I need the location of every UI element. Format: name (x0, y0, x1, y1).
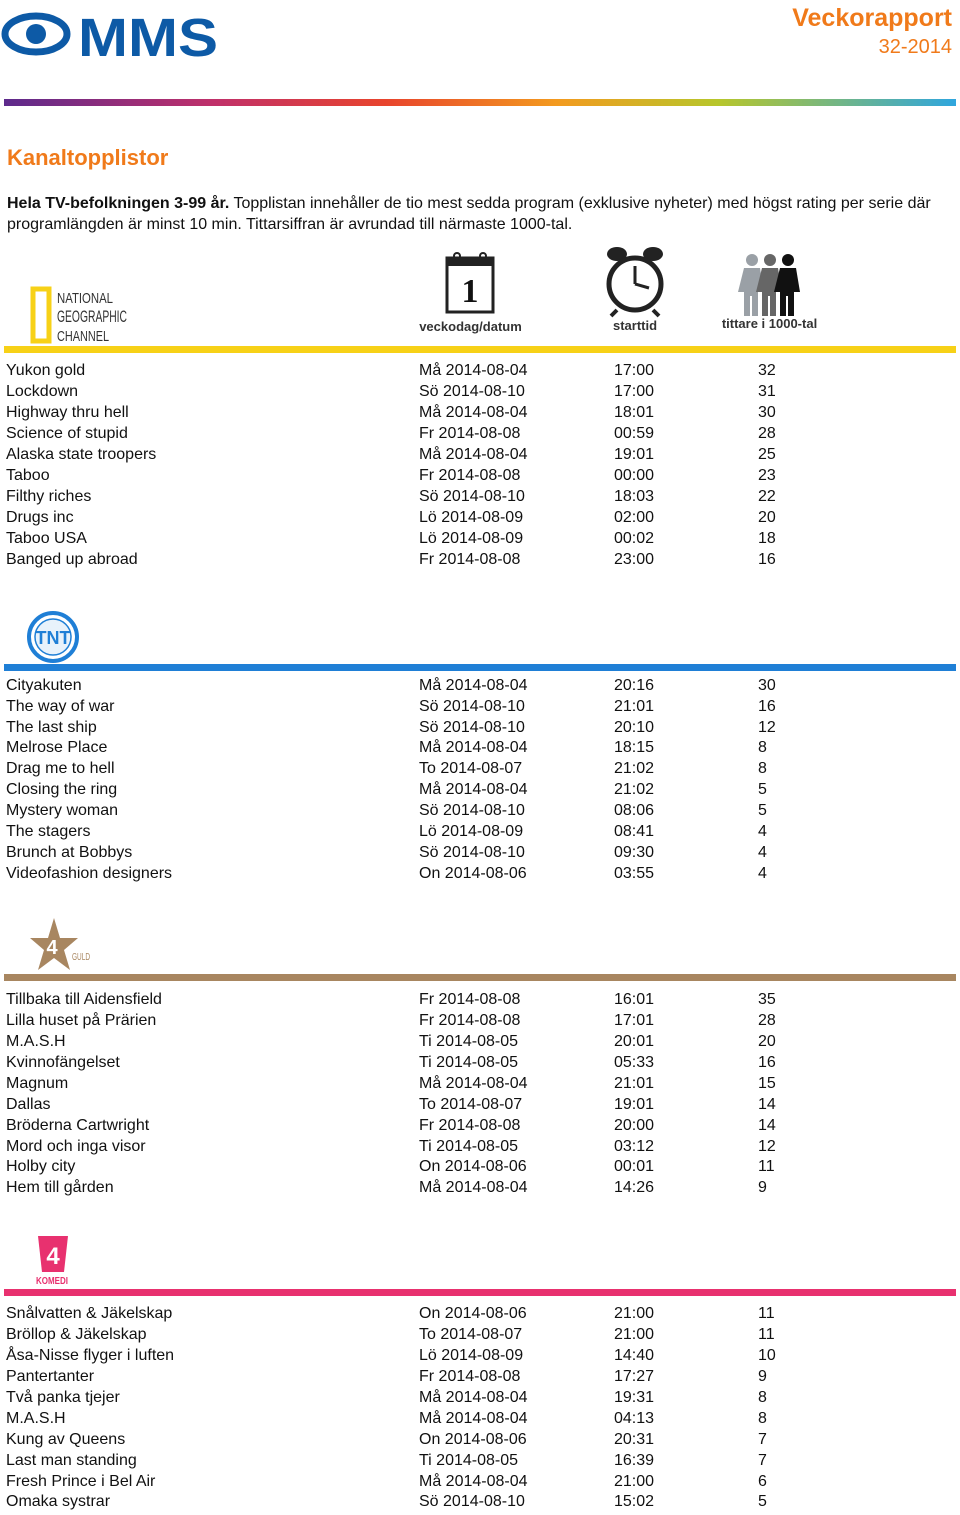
program-viewers: 7 (758, 1431, 767, 1448)
program-date: Må 2014-08-04 (419, 446, 528, 463)
program-date: Må 2014-08-04 (419, 1473, 528, 1490)
intro-text (7, 193, 947, 235)
program-viewers: 14 (758, 1117, 776, 1134)
program-time: 18:01 (614, 404, 655, 421)
program-time: 23:00 (614, 551, 655, 568)
table-row (6, 486, 946, 507)
program-date: Fr 2014-08-08 (419, 1117, 521, 1134)
program-date: Ti 2014-08-05 (419, 1138, 519, 1155)
program-time: 00:01 (614, 1158, 655, 1175)
program-time: 16:39 (614, 1452, 655, 1469)
program-date: Sö 2014-08-10 (419, 1493, 525, 1510)
intro-rest: Topplistan innehåller de tio mest sedda program (exklusive nyheter) med högst rating per serie där programlängden är minst 10 min. Tittarsiffran är avrundad till närmaste 1000-tal. (7, 195, 931, 233)
program-date: To 2014-08-07 (419, 1326, 523, 1343)
program-date: Fr 2014-08-08 (419, 425, 521, 442)
program-name: Last man standing (6, 1452, 137, 1469)
program-date: Må 2014-08-04 (419, 677, 528, 694)
table-row (6, 528, 946, 549)
program-viewers: 4 (758, 823, 767, 840)
program-time: 17:00 (614, 362, 655, 379)
program-date: Sö 2014-08-10 (419, 802, 525, 819)
table-row (6, 444, 946, 465)
table-row (6, 717, 946, 738)
table-row (6, 1450, 946, 1471)
program-date: Må 2014-08-04 (419, 1075, 528, 1092)
program-name: Closing the ring (6, 781, 118, 798)
program-time: 14:40 (614, 1347, 655, 1364)
program-time: 09:30 (614, 844, 655, 861)
report-week: 32-2014 (878, 36, 952, 58)
program-name: Fresh Prince i Bel Air (6, 1473, 156, 1490)
program-time: 17:00 (614, 383, 655, 400)
program-viewers: 9 (758, 1368, 767, 1385)
table-row (6, 381, 946, 402)
program-time: 02:00 (614, 509, 655, 526)
program-viewers: 20 (758, 509, 776, 526)
program-viewers: 14 (758, 1096, 776, 1113)
table-row (6, 1387, 946, 1408)
program-viewers: 6 (758, 1473, 767, 1490)
program-time: 05:33 (614, 1054, 655, 1071)
program-date: Fr 2014-08-08 (419, 1368, 521, 1385)
table-row (6, 1115, 946, 1136)
program-date: Sö 2014-08-10 (419, 844, 525, 861)
program-time: 20:16 (614, 677, 655, 694)
program-date: Lö 2014-08-09 (419, 530, 524, 547)
program-name: Holby city (6, 1158, 76, 1175)
table-row (6, 1177, 946, 1198)
report-title: Veckorapport (792, 4, 952, 32)
program-name: Science of stupid (6, 425, 128, 442)
program-viewers: 28 (758, 1012, 776, 1029)
program-name: Bröderna Cartwright (6, 1117, 150, 1134)
table-row (6, 1094, 946, 1115)
svg-text:KOMEDI: KOMEDI (36, 1276, 69, 1287)
program-date: Sö 2014-08-10 (419, 488, 525, 505)
program-date: Må 2014-08-04 (419, 739, 528, 756)
program-date: Lö 2014-08-09 (419, 1347, 524, 1364)
national-geographic-logo (30, 286, 130, 344)
program-viewers: 5 (758, 781, 767, 798)
date-column-label: veckodag/datum (419, 319, 522, 334)
program-name: Videofashion designers (6, 865, 173, 882)
program-name: Mystery woman (6, 802, 119, 819)
program-name: Pantertanter (6, 1368, 95, 1385)
program-viewers: 8 (758, 739, 767, 756)
program-date: On 2014-08-06 (419, 865, 527, 882)
program-time: 20:00 (614, 1117, 655, 1134)
brand-text: MMS (78, 8, 218, 68)
viewers-column-label: tittare i 1000-tal (721, 316, 818, 331)
guld-channel-logo (30, 916, 90, 976)
program-name: Mord och inga visor (6, 1138, 146, 1155)
program-viewers: 15 (758, 1075, 776, 1092)
table-row (6, 863, 946, 884)
table-row (6, 507, 946, 528)
program-viewers: 30 (758, 404, 776, 421)
table-row (6, 821, 946, 842)
channel-bar-tnt (4, 664, 956, 671)
program-name: Banged up abroad (6, 551, 138, 568)
table-row (6, 1010, 946, 1031)
program-date: Lö 2014-08-09 (419, 509, 524, 526)
program-viewers: 11 (758, 1305, 775, 1322)
intro-bold: Hela TV-befolkningen 3-99 år. (7, 195, 230, 212)
program-name: M.A.S.H (6, 1410, 66, 1427)
program-time: 20:31 (614, 1431, 655, 1448)
program-time: 00:59 (614, 425, 655, 442)
program-date: Sö 2014-08-10 (419, 698, 525, 715)
program-time: 19:01 (614, 1096, 655, 1113)
program-date: Fr 2014-08-08 (419, 467, 521, 484)
program-viewers: 5 (758, 802, 767, 819)
program-viewers: 25 (758, 446, 776, 463)
program-viewers: 10 (758, 1347, 776, 1364)
program-name: Highway thru hell (6, 404, 129, 421)
table-row (6, 696, 946, 717)
program-time: 14:26 (614, 1179, 655, 1196)
rainbow-divider (4, 99, 956, 106)
program-date: Sö 2014-08-10 (419, 719, 525, 736)
program-time: 08:06 (614, 802, 655, 819)
section-title: Kanaltopplistor (7, 145, 169, 170)
program-date: Sö 2014-08-10 (419, 383, 525, 400)
program-name: The way of war (6, 698, 115, 715)
program-viewers: 22 (758, 488, 776, 505)
program-time: 21:01 (614, 698, 655, 715)
table-row (6, 1429, 946, 1450)
svg-text:GULD: GULD (72, 952, 90, 963)
program-viewers: 23 (758, 467, 776, 484)
program-viewers: 12 (758, 719, 776, 736)
program-viewers: 11 (758, 1158, 775, 1175)
program-time: 00:00 (614, 467, 655, 484)
program-time: 17:01 (614, 1012, 655, 1029)
program-time: 21:00 (614, 1326, 655, 1343)
program-time: 00:02 (614, 530, 655, 547)
program-time: 03:55 (614, 865, 655, 882)
program-name: Yukon gold (6, 362, 86, 379)
program-viewers: 18 (758, 530, 776, 547)
program-date: To 2014-08-07 (419, 760, 523, 777)
calendar-icon (443, 250, 499, 316)
program-name: Brunch at Bobbys (6, 844, 133, 861)
table-row (6, 1303, 946, 1324)
svg-text:CHANNEL: CHANNEL (57, 328, 109, 345)
program-viewers: 11 (758, 1326, 775, 1343)
program-name: Lilla huset på Prärien (6, 1012, 157, 1029)
program-viewers: 35 (758, 991, 776, 1008)
program-date: Ti 2014-08-05 (419, 1452, 519, 1469)
program-time: 21:00 (614, 1305, 655, 1322)
channel-bar-natgeo (4, 346, 956, 353)
program-name: Tillbaka till Aidensfield (6, 991, 162, 1008)
program-viewers: 9 (758, 1179, 767, 1196)
table-row (6, 1052, 946, 1073)
program-time: 19:01 (614, 446, 655, 463)
program-viewers: 28 (758, 425, 776, 442)
program-time: 21:01 (614, 1075, 655, 1092)
program-time: 20:01 (614, 1033, 655, 1050)
program-date: Ti 2014-08-05 (419, 1054, 519, 1071)
program-date: Må 2014-08-04 (419, 362, 528, 379)
program-date: Lö 2014-08-09 (419, 823, 524, 840)
table-row (6, 1366, 946, 1387)
table-row (6, 1031, 946, 1052)
time-column-header (595, 244, 675, 333)
date-column-header (408, 250, 533, 334)
program-time: 15:02 (614, 1493, 655, 1510)
table-row (6, 1136, 946, 1157)
table-row (6, 465, 946, 486)
program-time: 21:02 (614, 760, 655, 777)
program-name: Bröllop & Jäkelskap (6, 1326, 147, 1343)
table-row (6, 1408, 946, 1429)
program-name: Lockdown (6, 383, 79, 400)
program-name: Kung av Queens (6, 1431, 126, 1448)
channel-bar-komedi (4, 1289, 956, 1296)
svg-text:GEOGRAPHIC: GEOGRAPHIC (57, 307, 127, 326)
program-date: Må 2014-08-04 (419, 404, 528, 421)
program-time: 08:41 (614, 823, 655, 840)
program-date: Ti 2014-08-05 (419, 1033, 519, 1050)
table-row (6, 549, 946, 570)
program-viewers: 30 (758, 677, 776, 694)
svg-text:4: 4 (46, 937, 58, 959)
program-viewers: 5 (758, 1493, 767, 1510)
table-row (6, 1324, 946, 1345)
svg-text:TNT: TNT (35, 628, 71, 648)
program-viewers: 16 (758, 1054, 776, 1071)
program-name: The stagers (6, 823, 91, 840)
program-time: 20:10 (614, 719, 655, 736)
program-viewers: 16 (758, 551, 776, 568)
program-viewers: 4 (758, 865, 767, 882)
table-row (6, 989, 946, 1010)
table-row (6, 423, 946, 444)
table-row (6, 1156, 946, 1177)
program-date: On 2014-08-06 (419, 1431, 527, 1448)
viewers-column-header (712, 252, 827, 331)
program-time: 19:31 (614, 1389, 655, 1406)
program-date: To 2014-08-07 (419, 1096, 523, 1113)
program-name: Taboo (6, 467, 50, 484)
program-date: Fr 2014-08-08 (419, 991, 521, 1008)
program-viewers: 31 (758, 383, 776, 400)
program-name: The last ship (6, 719, 97, 736)
program-name: Hem till gården (6, 1179, 114, 1196)
komedi-channel-logo (34, 1232, 74, 1288)
table-row (6, 1073, 946, 1094)
program-name: Filthy riches (6, 488, 92, 505)
program-time: 18:03 (614, 488, 655, 505)
table-row (6, 402, 946, 423)
mms-logo (2, 8, 222, 68)
program-name: Drag me to hell (6, 760, 115, 777)
program-viewers: 12 (758, 1138, 776, 1155)
svg-text:4: 4 (46, 1243, 60, 1270)
program-date: Må 2014-08-04 (419, 1179, 528, 1196)
svg-text:NATIONAL: NATIONAL (57, 290, 113, 307)
table-row (6, 800, 946, 821)
table-row (6, 758, 946, 779)
program-viewers: 4 (758, 844, 767, 861)
program-time: 21:02 (614, 781, 655, 798)
program-date: Må 2014-08-04 (419, 1389, 528, 1406)
table-row (6, 1345, 946, 1366)
program-name: Magnum (6, 1075, 69, 1092)
program-date: On 2014-08-06 (419, 1305, 527, 1322)
program-date: Må 2014-08-04 (419, 781, 528, 798)
program-viewers: 20 (758, 1033, 776, 1050)
program-name: Omaka systrar (6, 1493, 111, 1510)
program-name: Två panka tjejer (6, 1389, 120, 1406)
table-row (6, 675, 946, 696)
program-name: Alaska state troopers (6, 446, 157, 463)
table-row (6, 842, 946, 863)
program-time: 21:00 (614, 1473, 655, 1490)
program-time: 17:27 (614, 1368, 655, 1385)
people-icon (730, 252, 810, 316)
program-date: On 2014-08-06 (419, 1158, 527, 1175)
program-date: Må 2014-08-04 (419, 1410, 528, 1427)
program-name: Dallas (6, 1096, 51, 1113)
program-name: Åsa-Nisse flyger i luften (6, 1347, 175, 1364)
table-row (6, 737, 946, 758)
program-viewers: 8 (758, 1410, 767, 1427)
tnt-logo (26, 610, 80, 664)
program-name: Taboo USA (6, 530, 87, 547)
program-name: M.A.S.H (6, 1033, 66, 1050)
program-time: 18:15 (614, 739, 655, 756)
table-row (6, 1491, 946, 1512)
channel-bar-guld (4, 974, 956, 981)
program-time: 16:01 (614, 991, 655, 1008)
program-date: Fr 2014-08-08 (419, 1012, 521, 1029)
program-time: 04:13 (614, 1410, 655, 1427)
program-name: Drugs inc (6, 509, 74, 526)
program-time: 03:12 (614, 1138, 655, 1155)
table-row (6, 360, 946, 381)
table-row (6, 1471, 946, 1492)
program-name: Snålvatten & Jäkelskap (6, 1305, 173, 1322)
time-column-label: starttid (612, 318, 658, 333)
program-viewers: 8 (758, 760, 767, 777)
table-row (6, 779, 946, 800)
program-name: Kvinnofängelset (6, 1054, 120, 1071)
program-name: Melrose Place (6, 739, 108, 756)
program-viewers: 7 (758, 1452, 767, 1469)
program-name: Cityakuten (6, 677, 82, 694)
program-viewers: 16 (758, 698, 776, 715)
alarm-clock-icon (603, 244, 667, 316)
program-viewers: 8 (758, 1389, 767, 1406)
program-viewers: 32 (758, 362, 776, 379)
calendar-number: 1 (461, 273, 478, 310)
program-date: Fr 2014-08-08 (419, 551, 521, 568)
